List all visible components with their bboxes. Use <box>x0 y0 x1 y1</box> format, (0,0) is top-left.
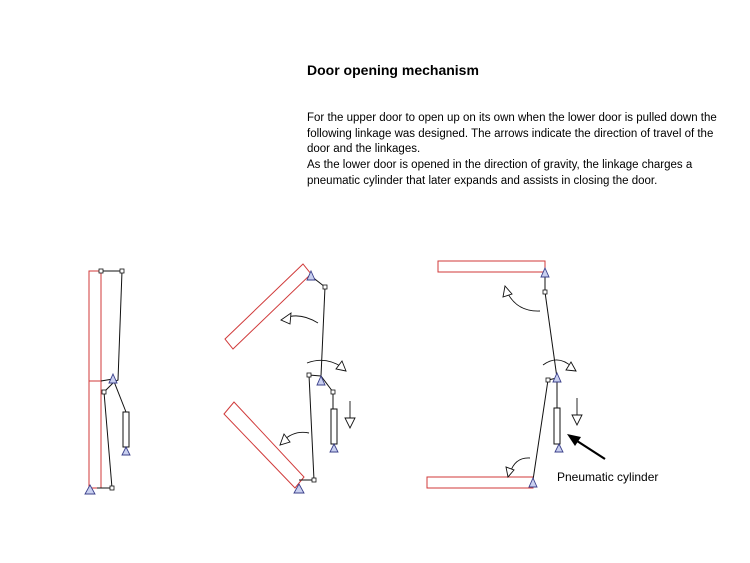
joint <box>331 390 335 394</box>
linkage-rod <box>533 380 548 480</box>
door-lower <box>89 381 101 488</box>
pneumatic-cylinder <box>123 412 129 447</box>
pivot-icon <box>307 271 315 280</box>
joint <box>102 390 106 394</box>
stage-closed <box>85 269 130 494</box>
joint <box>110 486 114 490</box>
linkage-rod <box>321 287 325 376</box>
linkage-arm <box>101 271 122 383</box>
pivot-icon <box>85 485 95 494</box>
joint <box>99 269 103 273</box>
rotation-arrow-icon <box>543 360 572 367</box>
down-arrow-icon <box>572 415 582 425</box>
pivot-icon <box>529 478 537 487</box>
description-paragraph-1: For the upper door to open up on its own when the lower door is pulled down the following linkage was designed. The arrows indicate the direction of travel of the door and the linkages. <box>307 112 717 155</box>
door-lower <box>224 402 304 488</box>
joint <box>323 285 327 289</box>
door-upper <box>438 261 545 272</box>
rotation-arrow-icon <box>281 313 291 324</box>
linkage-rod <box>113 379 126 412</box>
linkage-rod <box>309 375 314 480</box>
pivot-icon <box>122 447 130 455</box>
pneumatic-cylinder <box>554 408 560 444</box>
stage-partially-open <box>224 264 355 493</box>
pneumatic-cylinder <box>331 409 337 444</box>
pivot-icon <box>109 374 117 383</box>
stage-fully-open <box>427 261 658 488</box>
door-lower <box>427 477 533 488</box>
description-paragraph-2: As the lower door is opened in the direction of gravity, the linkage charges a pneumatic cylinder that later expands and assists in closing the door. <box>307 159 693 187</box>
joint <box>312 478 316 482</box>
pivot-icon <box>553 373 561 382</box>
page-title: Door opening mechanism <box>307 62 479 78</box>
rotation-arrow-icon <box>507 292 540 311</box>
door-upper <box>225 264 311 349</box>
door-upper <box>89 271 101 381</box>
pivot-icon <box>294 484 304 493</box>
rotation-arrow-icon <box>280 434 290 445</box>
linkage-rod <box>545 292 557 378</box>
rotation-arrow-icon <box>307 360 342 367</box>
rotation-arrow-icon <box>336 361 346 371</box>
rotation-arrow-icon <box>503 286 512 297</box>
down-arrow-icon <box>345 418 355 428</box>
callout-arrow-icon <box>567 434 581 446</box>
linkage-arm <box>97 392 112 488</box>
joint <box>307 373 311 377</box>
pivot-icon <box>330 444 338 452</box>
joint <box>120 269 124 273</box>
callout-arrow <box>574 439 605 459</box>
pneumatic-cylinder-label: Pneumatic cylinder <box>557 470 659 484</box>
pivot-icon <box>555 444 563 452</box>
joint <box>543 290 547 294</box>
joint <box>546 378 550 382</box>
rotation-arrow-icon <box>506 467 514 477</box>
